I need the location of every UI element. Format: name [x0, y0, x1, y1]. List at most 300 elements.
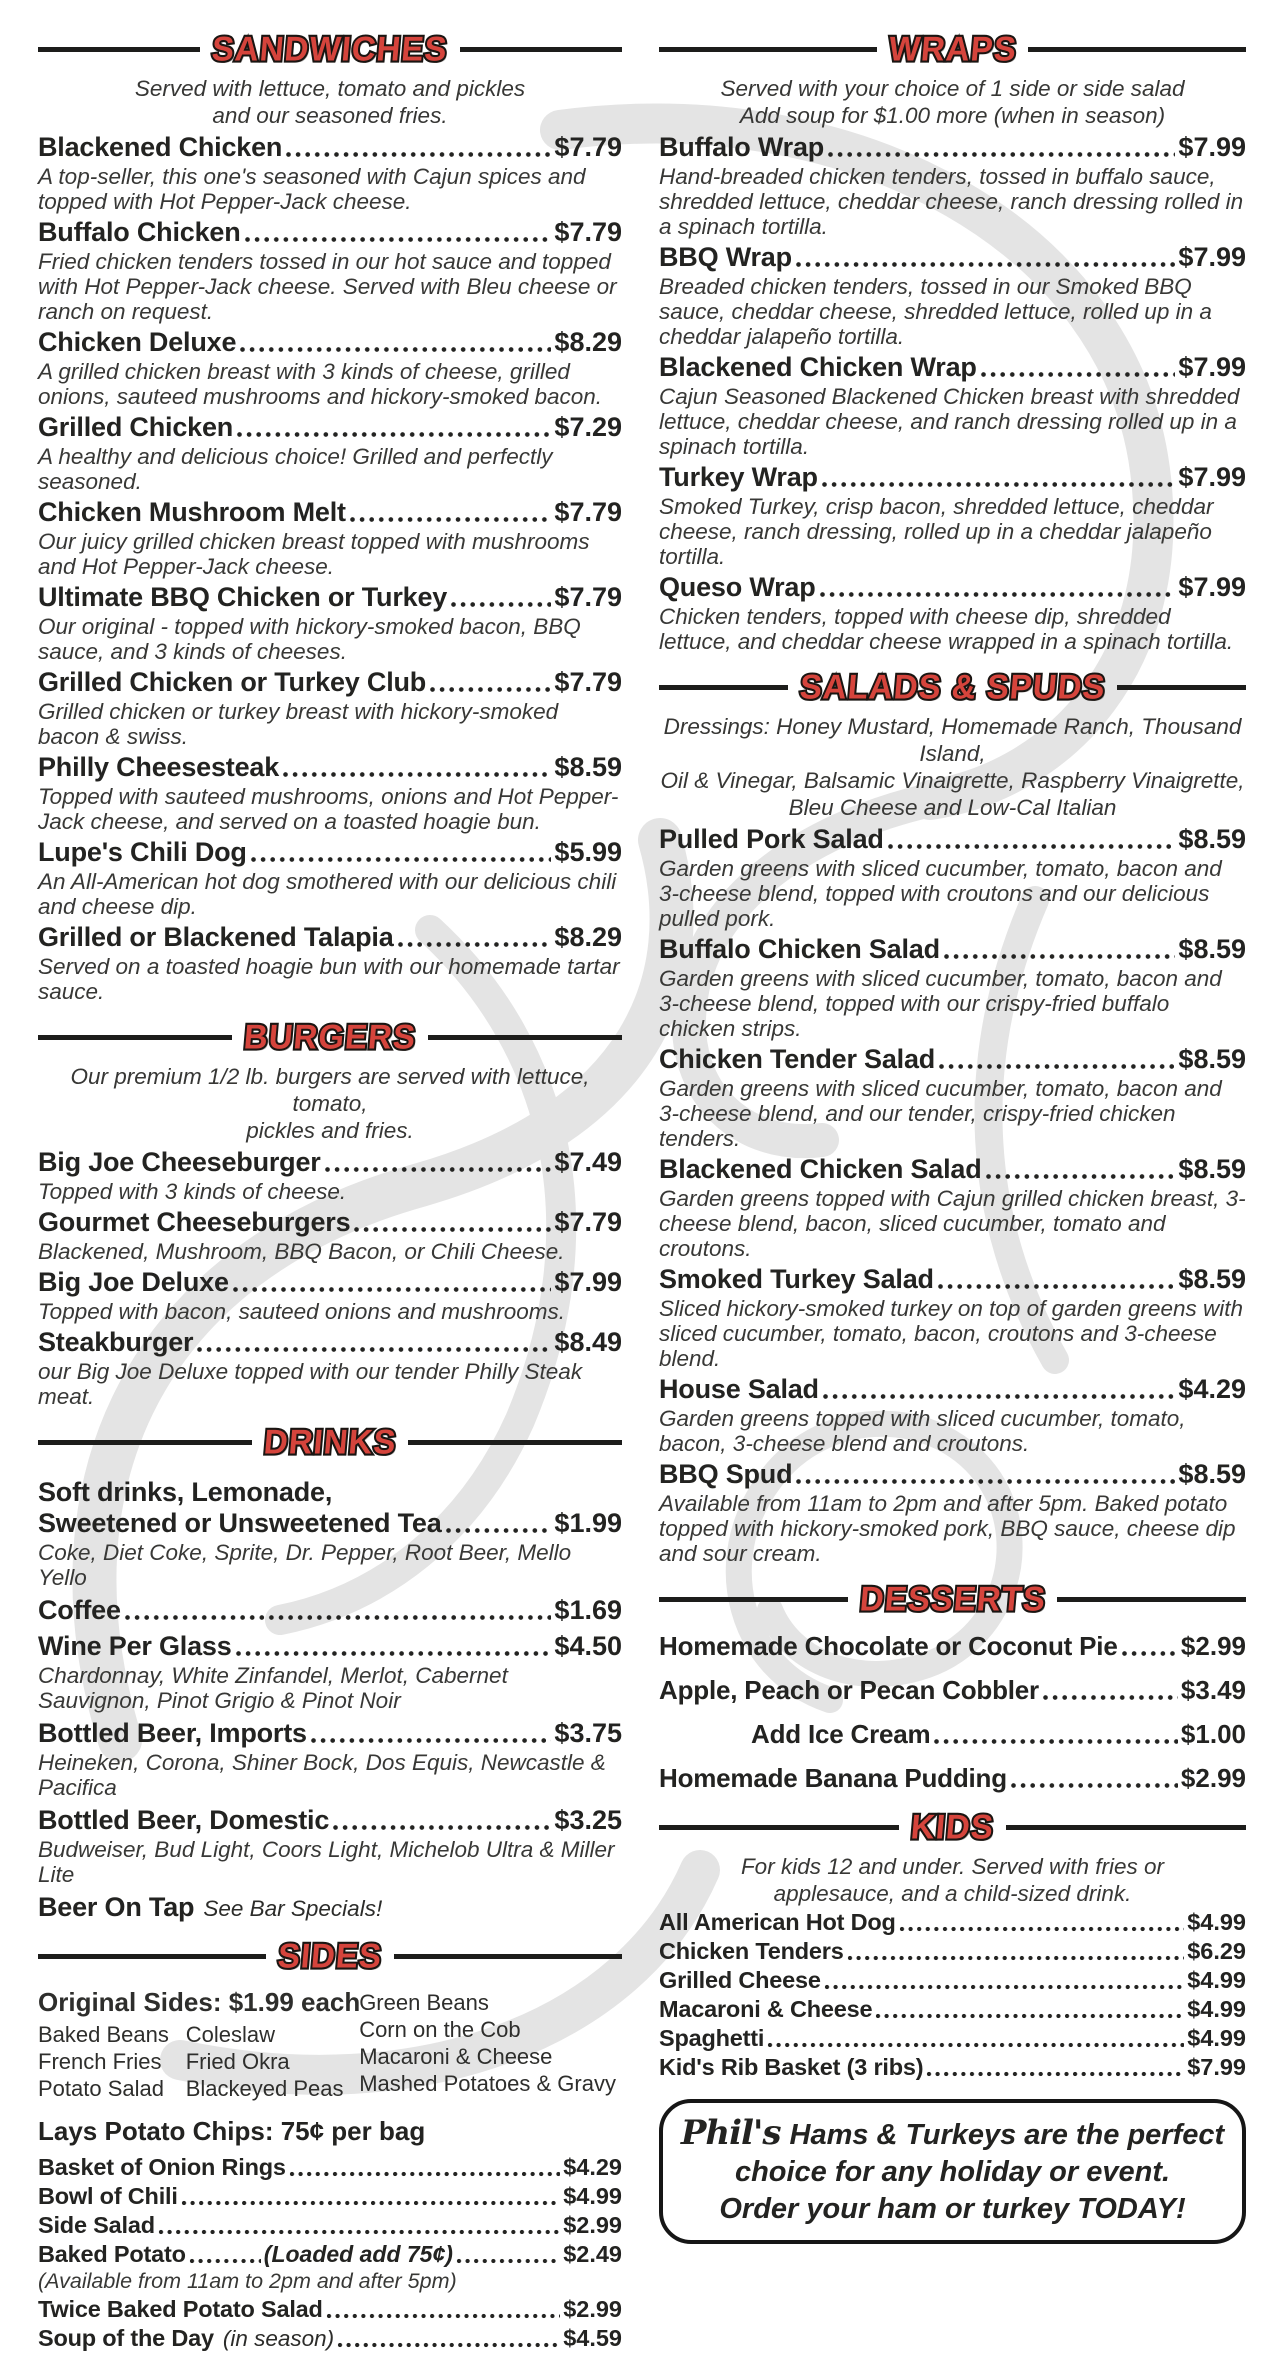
item-price: $1.69 — [554, 1595, 622, 1625]
section-title: KIDS — [909, 1807, 996, 1846]
menu-item — [38, 1267, 622, 1324]
menu-item — [38, 132, 622, 214]
item-row — [38, 1718, 622, 1749]
item-description: our Big Joe Deluxe topped with our tender Philly Steak meat. — [38, 1359, 583, 1409]
menu-item — [38, 667, 622, 749]
dot-leader — [326, 2313, 561, 2319]
dot-leader — [887, 843, 1176, 850]
dot-leader — [236, 431, 551, 438]
item-price: $7.49 — [554, 1147, 622, 1177]
dot-leader — [239, 346, 551, 353]
dot-leader — [349, 516, 552, 523]
side-item: Macaroni & Cheese — [359, 2044, 553, 2069]
item-name: Chicken Tender Salad — [659, 1044, 936, 1074]
item-price: $1.99 — [554, 1508, 622, 1538]
item-row — [659, 2024, 1246, 2052]
dot-leader — [282, 771, 551, 778]
item-name: Lupe's Chili Dog — [38, 837, 247, 867]
header-rule-right — [408, 1440, 622, 1445]
item-price: $7.79 — [554, 667, 622, 697]
item-price: $4.59 — [563, 2325, 622, 2351]
item-row — [659, 1459, 1246, 1490]
item-price: $2.99 — [563, 2212, 622, 2238]
dot-leader — [899, 1926, 1185, 1932]
item-description: Coke, Diet Coke, Sprite, Dr. Pepper, Root Beer, Mello Yello — [38, 1540, 572, 1590]
item-price: $7.79 — [554, 217, 622, 247]
promo-line-1 — [677, 2115, 1228, 2154]
header-rule-right — [460, 47, 622, 52]
item-name-line1: Soft drinks, Lemonade, — [38, 1477, 333, 1507]
item-row — [38, 752, 622, 783]
menu-item — [659, 1631, 1246, 1662]
side-item: Corn on the Cob — [359, 2017, 521, 2042]
item-row — [38, 217, 622, 248]
item-name: Baked Potato — [38, 2241, 186, 2267]
item-name: Gourmet Cheeseburgers — [38, 1207, 351, 1237]
item-name: Twice Baked Potato Salad — [38, 2296, 323, 2322]
item-row — [659, 1374, 1246, 1405]
section-header — [38, 1018, 622, 1056]
item-description: Available from 11am to 2pm and after 5pm. Baked potato topped with hickory-smoked pork, BBQ sauce, cheese dip and sour cream. — [659, 1491, 1236, 1566]
item-name: Pulled Pork Salad — [659, 824, 884, 854]
section-intro-line: Dressings: Honey Mustard, Homemade Ranch, Thousand Island, — [663, 714, 1242, 766]
item-row — [659, 1908, 1246, 1936]
item-name: Grilled Cheese — [659, 1967, 821, 1993]
dot-leader — [824, 1984, 1184, 1990]
dot-leader — [985, 1173, 1176, 1180]
dot-leader — [1010, 1782, 1178, 1789]
section-title: SIDES — [276, 1936, 384, 1975]
item-row — [38, 2240, 622, 2268]
item-row — [38, 412, 622, 443]
item-availability-note: (Available from 11am to 2pm and after 5pm) — [38, 2269, 457, 2293]
header-rule-right — [1006, 1825, 1246, 1830]
section-title: DESSERTS — [857, 1579, 1048, 1618]
promo-box — [659, 2099, 1246, 2244]
header-rule-left — [659, 1825, 899, 1830]
item-price: $7.99 — [1178, 572, 1246, 602]
dot-leader — [937, 1283, 1176, 1290]
menu-item — [38, 2295, 622, 2323]
item-row — [38, 2324, 622, 2352]
item-row — [38, 1207, 622, 1238]
item-description: An All-American hot dog smothered with our delicious chili and cheese dip. — [38, 869, 617, 919]
dot-leader — [337, 2342, 560, 2348]
item-price: $7.99 — [554, 1267, 622, 1297]
dot-leader — [795, 261, 1176, 268]
dot-leader — [450, 601, 551, 608]
item-row — [38, 837, 622, 868]
section-header — [38, 30, 622, 68]
dot-leader — [397, 941, 552, 948]
menu-item — [38, 1147, 622, 1204]
item-name: Steakburger — [38, 1327, 194, 1357]
item-price: $7.99 — [1178, 242, 1246, 272]
item-price: $4.29 — [1178, 1374, 1246, 1404]
menu-item — [38, 837, 622, 919]
menu-column-right — [659, 24, 1246, 2258]
section-intro-line: applesauce, and a child-sized drink. — [773, 1881, 1132, 1906]
dot-leader — [332, 1824, 551, 1831]
item-price: $8.59 — [1178, 1154, 1246, 1184]
item-name: Smoked Turkey Salad — [659, 1264, 934, 1294]
item-price: $7.79 — [554, 132, 622, 162]
dot-leader — [926, 2071, 1184, 2077]
item-description: Garden greens with sliced cucumber, tomato, bacon and 3-cheese blend, and our tender, crispy-fried chicken tenders. — [659, 1076, 1222, 1151]
item-row — [38, 2182, 622, 2210]
header-rule-right — [1117, 685, 1246, 690]
menu-item — [38, 2240, 622, 2268]
menu-item — [38, 1327, 622, 1409]
item-price: $6.29 — [1187, 1938, 1246, 1964]
item-description: A top-seller, this one's seasoned with Cajun spices and topped with Hot Pepper-Jack cheese. — [38, 164, 586, 214]
menu-item — [38, 2211, 622, 2239]
original-sides-col3 — [359, 1987, 622, 2102]
menu-item — [659, 1763, 1246, 1794]
item-description: A grilled chicken breast with 3 kinds of cheese, grilled onions, sauteed mushrooms and hickory-smoked bacon. — [38, 359, 603, 409]
menu-item — [38, 327, 622, 409]
item-description: Blackened, Mushroom, BBQ Bacon, or Chili Cheese. — [38, 1239, 565, 1264]
promo-line-2: choice for any holiday or event. — [734, 2156, 1171, 2188]
menu-item — [38, 582, 622, 664]
dot-leader — [795, 1478, 1175, 1485]
item-price: $4.99 — [1187, 1967, 1246, 1993]
side-item: Coleslaw — [185, 2022, 275, 2047]
item-name: Chicken Deluxe — [38, 327, 237, 357]
dot-leader — [445, 1527, 552, 1534]
item-name: House Salad — [659, 1374, 819, 1404]
item-price: $7.79 — [554, 582, 622, 612]
item-price: $3.75 — [554, 1718, 622, 1748]
item-name: Blackened Chicken Salad — [659, 1154, 982, 1184]
original-sides-col2 — [186, 2021, 359, 2102]
menu-item — [38, 1892, 622, 1923]
item-price: $2.99 — [1180, 1763, 1246, 1793]
menu-item — [38, 1595, 622, 1626]
item-description: Topped with sauteed mushrooms, onions and Hot Pepper-Jack cheese, and served on a toasted hoagie bun. — [38, 784, 619, 834]
menu-item — [659, 1675, 1246, 1706]
original-sides-col1 — [38, 2021, 186, 2102]
side-item: Green Beans — [359, 1990, 489, 2015]
menu-section-desserts — [659, 1580, 1246, 1794]
menu-item — [659, 1966, 1246, 1994]
item-name: Kid's Rib Basket (3 ribs) — [659, 2054, 924, 2080]
dot-leader — [158, 2229, 560, 2235]
item-row — [38, 2211, 622, 2239]
item-row — [38, 582, 622, 613]
item-price: $4.29 — [563, 2154, 622, 2180]
menu-item — [659, 462, 1246, 569]
item-row — [38, 2295, 622, 2323]
item-price: $4.99 — [1187, 2025, 1246, 2051]
dot-leader — [822, 1393, 1176, 1400]
item-row — [659, 1264, 1246, 1295]
item-row — [659, 1044, 1246, 1075]
menu-section-burgers — [38, 1018, 622, 1409]
item-price: $7.79 — [554, 1207, 622, 1237]
item-row — [659, 572, 1246, 603]
item-row — [38, 1267, 622, 1298]
brand-name-script: Phil's — [680, 2113, 781, 2153]
item-row — [659, 2053, 1246, 2081]
section-header — [659, 30, 1246, 68]
dot-leader — [429, 686, 551, 693]
item-name: Turkey Wrap — [659, 462, 818, 492]
sides-chips-line: Lays Potato Chips: 75¢ per bag — [38, 2116, 426, 2146]
item-row — [659, 1154, 1246, 1185]
item-price: $4.99 — [563, 2183, 622, 2209]
item-description: Our original - topped with hickory-smoked bacon, BBQ sauce, and 3 kinds of cheeses. — [38, 614, 581, 664]
item-row — [38, 132, 622, 163]
item-name: Buffalo Wrap — [659, 132, 825, 162]
item-price: $7.99 — [1178, 462, 1246, 492]
menu-item — [659, 1937, 1246, 1965]
menu-item — [659, 2024, 1246, 2052]
item-name: Grilled Chicken or Turkey Club — [38, 667, 427, 697]
item-name: Philly Cheesesteak — [38, 752, 280, 782]
dot-leader — [980, 371, 1176, 378]
item-name: Big Joe Cheeseburger — [38, 1147, 321, 1177]
menu-item — [38, 2182, 622, 2210]
item-row — [659, 1995, 1246, 2023]
item-name: Side Salad — [38, 2212, 155, 2238]
side-item: Mashed Potatoes & Gravy — [359, 2071, 616, 2096]
original-sides-header: Original Sides: $1.99 each — [38, 1987, 361, 2017]
menu-section-drinks — [38, 1423, 622, 1923]
item-name: Add Ice Cream — [751, 1719, 931, 1749]
item-price: $8.49 — [554, 1327, 622, 1357]
item-row — [38, 1327, 622, 1358]
dot-leader — [933, 1738, 1177, 1745]
item-row — [38, 1147, 622, 1178]
item-price: $3.49 — [1180, 1675, 1246, 1705]
item-name: Big Joe Deluxe — [38, 1267, 229, 1297]
item-name: Apple, Peach or Pecan Cobbler — [659, 1675, 1039, 1705]
item-name: Chicken Tenders — [659, 1938, 844, 1964]
menu-item — [659, 132, 1246, 239]
dot-leader — [943, 953, 1176, 960]
item-price: $4.99 — [1187, 1996, 1246, 2022]
menu-item — [659, 1154, 1246, 1261]
dot-leader — [189, 2258, 261, 2264]
item-price: $1.00 — [1180, 1719, 1246, 1749]
item-row — [659, 242, 1246, 273]
item-name: Bowl of Chili — [38, 2183, 178, 2209]
item-price: $2.99 — [563, 2296, 622, 2322]
item-row — [659, 934, 1246, 965]
item-description: Garden greens with sliced cucumber, tomato, bacon and 3-cheese blend, topped with croutons and our delicious pulled pork. — [659, 856, 1222, 931]
item-name: Sweetened or Unsweetened Tea — [38, 1508, 442, 1538]
header-rule-left — [38, 1440, 252, 1445]
item-description: Chardonnay, White Zinfandel, Merlot, Cabernet Sauvignon, Pinot Grigio & Pinot Noir — [38, 1663, 508, 1713]
item-price: $8.29 — [554, 922, 622, 952]
original-sides-left — [38, 1987, 359, 2102]
dot-leader — [819, 591, 1176, 598]
dot-leader — [324, 1166, 552, 1173]
item-description: Sliced hickory-smoked turkey on top of garden greens with sliced cucumber, tomato, bacon, croutons and 3-cheese blend. — [659, 1296, 1244, 1371]
item-row — [38, 1631, 622, 1662]
dot-leader — [875, 2013, 1184, 2019]
section-intro-line: Bleu Cheese and Low-Cal Italian — [788, 795, 1117, 820]
item-row — [659, 132, 1246, 163]
item-row — [38, 1508, 622, 1539]
header-rule-left — [38, 1954, 266, 1959]
dot-leader — [353, 1226, 551, 1233]
promo-line-1-text: Hams & Turkeys are the perfect — [789, 2119, 1225, 2151]
dot-leader — [847, 1955, 1185, 1961]
item-description: Hand-breaded chicken tenders, tossed in buffalo sauce, shredded lettuce, cheddar cheese, ranch dressing rolled in a spinach tortilla. — [659, 164, 1244, 239]
menu-item — [38, 1477, 622, 1590]
header-rule-left — [659, 685, 788, 690]
item-description: Grilled chicken or turkey breast with hickory-smoked bacon & swiss. — [38, 699, 559, 749]
dot-leader — [285, 151, 551, 158]
item-price: $4.50 — [554, 1631, 622, 1661]
header-rule-right — [1028, 47, 1246, 52]
item-name: Soup of the Day — [38, 2325, 214, 2351]
item-name: Beer On Tap — [38, 1892, 195, 1922]
item-row — [38, 667, 622, 698]
item-description: Fried chicken tenders tossed in our hot sauce and topped with Hot Pepper-Jack cheese. Served with Bleu cheese or ranch on request. — [38, 249, 617, 324]
item-row — [38, 1892, 622, 1923]
header-rule-right — [428, 1035, 622, 1040]
item-name: Blackened Chicken Wrap — [659, 352, 977, 382]
item-name: BBQ Wrap — [659, 242, 792, 272]
section-intro-line: For kids 12 and under. Served with fries or — [740, 1854, 1165, 1879]
menu-item — [659, 1908, 1246, 1936]
item-price: $4.99 — [1187, 1909, 1246, 1935]
dot-leader — [456, 2258, 560, 2264]
item-name: All American Hot Dog — [659, 1909, 896, 1935]
item-row — [38, 1595, 622, 1626]
item-name: Basket of Onion Rings — [38, 2154, 286, 2180]
item-name: Bottled Beer, Domestic — [38, 1805, 330, 1835]
promo-line-3: Order your ham or turkey TODAY! — [719, 2193, 1186, 2225]
item-price: $7.99 — [1187, 2054, 1246, 2080]
dot-leader — [235, 1650, 552, 1657]
item-row — [659, 1763, 1246, 1794]
item-name: Macaroni & Cheese — [659, 1996, 873, 2022]
menu-item — [659, 1044, 1246, 1151]
item-description: Smoked Turkey, crisp bacon, shredded lettuce, cheddar cheese, ranch dressing, rolled up in a cheddar jalapeño tortilla. — [659, 494, 1214, 569]
item-name: Grilled Chicken — [38, 412, 234, 442]
menu-item — [38, 1207, 622, 1264]
item-name: Homemade Chocolate or Coconut Pie — [659, 1631, 1118, 1661]
section-header — [659, 1808, 1246, 1846]
item-description: Garden greens with sliced cucumber, tomato, bacon and 3-cheese blend, topped with our crispy-fried buffalo chicken strips. — [659, 966, 1222, 1041]
item-price: $8.59 — [1178, 1459, 1246, 1489]
item-description: Breaded chicken tenders, tossed in our Smoked BBQ sauce, cheddar cheese, shredded lettuce, rolled up in a cheddar jalapeño tortilla. — [659, 274, 1212, 349]
section-title: SANDWICHES — [210, 29, 450, 68]
dot-leader — [821, 481, 1176, 488]
side-item: Potato Salad — [38, 2076, 164, 2101]
item-description: Topped with bacon, sauteed onions and mushrooms. — [38, 1299, 566, 1324]
item-row — [659, 1937, 1246, 1965]
item-price: $7.99 — [1178, 132, 1246, 162]
item-description: Budweiser, Bud Light, Coors Light, Michelob Ultra & Miller Lite — [38, 1837, 615, 1887]
menu-item — [38, 752, 622, 834]
menu-item — [38, 1718, 622, 1800]
item-mid-note: (Loaded add 75¢) — [263, 2241, 453, 2267]
dot-leader — [289, 2171, 560, 2177]
item-row — [38, 1805, 622, 1836]
item-row — [38, 922, 622, 953]
section-header — [659, 1580, 1246, 1618]
item-price: $2.99 — [1180, 1631, 1246, 1661]
menu-section-salads-spuds — [659, 668, 1246, 1566]
item-price: $8.29 — [554, 327, 622, 357]
section-title: WRAPS — [886, 29, 1019, 68]
menu-item — [38, 217, 622, 324]
item-description: Garden greens topped with Cajun grilled chicken breast, 3-cheese blend, bacon, sliced cucumber, tomato and croutons. — [659, 1186, 1246, 1261]
menu-item — [659, 352, 1246, 459]
item-row — [659, 1675, 1246, 1706]
section-intro-line: Served with your choice of 1 side or side salad — [720, 76, 1185, 101]
item-description: Served on a toasted hoagie bun with our homemade tartar sauce. — [38, 954, 620, 1004]
item-row — [659, 1631, 1246, 1662]
dot-leader — [1042, 1694, 1178, 1701]
section-intro-line: Our premium 1/2 lb. burgers are served with lettuce, tomato, — [70, 1064, 590, 1116]
original-sides-columns — [38, 2021, 359, 2102]
dot-leader — [250, 856, 552, 863]
header-rule-left — [659, 1597, 848, 1602]
original-sides-block — [38, 1987, 622, 2102]
menu-section-sandwiches — [38, 30, 622, 1004]
item-name: Queso Wrap — [659, 572, 816, 602]
header-rule-right — [1057, 1597, 1246, 1602]
menu-section-kids — [659, 1808, 1246, 2244]
item-row — [38, 327, 622, 358]
item-name: Bottled Beer, Imports — [38, 1718, 307, 1748]
section-title: BURGERS — [242, 1017, 418, 1056]
item-row — [659, 824, 1246, 855]
section-title: SALADS & SPUDS — [798, 667, 1108, 706]
dot-leader — [232, 1286, 552, 1293]
dot-leader — [1121, 1650, 1178, 1657]
menu-item — [659, 1459, 1246, 1566]
section-intro-line: pickles and fries. — [246, 1118, 414, 1143]
section-header — [659, 668, 1246, 706]
menu-item — [751, 1719, 1246, 1750]
menu-item — [659, 1264, 1246, 1371]
menu-item — [659, 1995, 1246, 2023]
item-row — [659, 1966, 1246, 1994]
item-name: Wine Per Glass — [38, 1631, 232, 1661]
section-intro-line: and our seasoned fries. — [212, 103, 448, 128]
dot-leader — [181, 2200, 561, 2206]
menu-section-sides — [38, 1937, 622, 2352]
section-intro-line: Served with lettuce, tomato and pickles — [134, 76, 526, 101]
item-name: Grilled or Blackened Talapia — [38, 922, 394, 952]
menu-section-wraps — [659, 30, 1246, 654]
item-price: $8.59 — [1178, 934, 1246, 964]
side-item: French Fries — [38, 2049, 162, 2074]
item-price: $5.99 — [554, 837, 622, 867]
section-intro-line: Oil & Vinegar, Balsamic Vinaigrette, Raspberry Vinaigrette, — [660, 768, 1245, 793]
item-name: Ultimate BBQ Chicken or Turkey — [38, 582, 448, 612]
menu-item — [659, 2053, 1246, 2081]
item-suffix: (in season) — [222, 2326, 335, 2351]
item-row — [659, 462, 1246, 493]
item-row — [659, 352, 1246, 383]
item-description: Topped with 3 kinds of cheese. — [38, 1179, 347, 1204]
header-rule-left — [38, 47, 200, 52]
menu-item — [659, 1374, 1246, 1456]
item-price: $8.59 — [1178, 1044, 1246, 1074]
menu-item — [38, 497, 622, 579]
header-rule-left — [659, 47, 877, 52]
item-price: $3.25 — [554, 1805, 622, 1835]
menu-item — [659, 572, 1246, 654]
